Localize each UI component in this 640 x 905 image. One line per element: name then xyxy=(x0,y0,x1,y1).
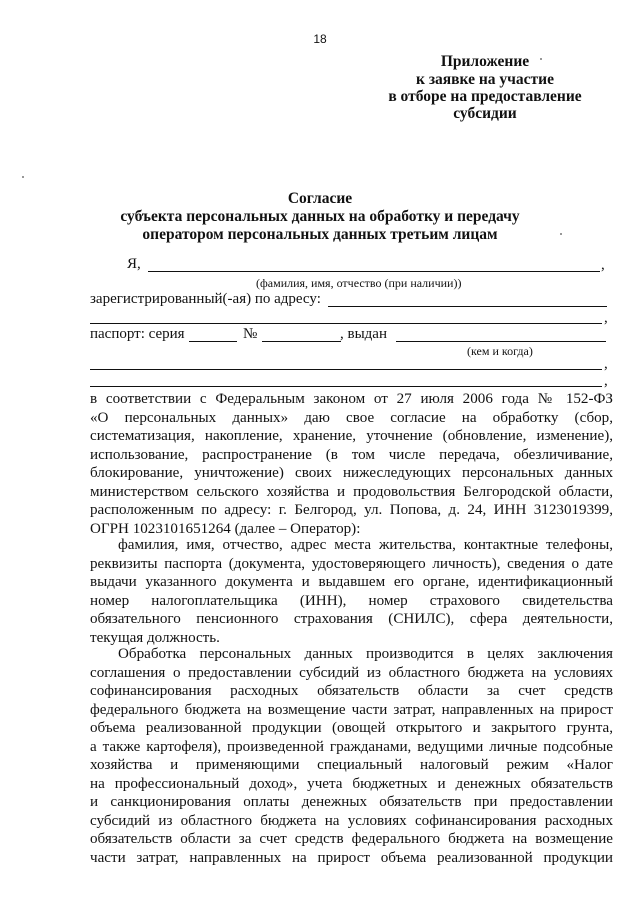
purpose-line: обязательств области за счет средств федерального бюджета на возмещение xyxy=(90,831,613,847)
data-list-line: реквизиты паспорта (документа, удостоверяющего личность), сведения о дате xyxy=(90,555,613,572)
issued-field-line-3[interactable] xyxy=(90,386,602,387)
purpose-line: части затрат, направленных на прирост объема реализованной продукции xyxy=(90,849,613,866)
issued-comma-2: , xyxy=(604,373,608,389)
fio-hint: (фамилия, имя, отчество (при наличии)) xyxy=(256,276,462,290)
page-number: 18 xyxy=(313,32,327,46)
consent-line: в соответствии с Федеральным законом от 27 июля 2006 года № 152-ФЗ xyxy=(90,391,613,407)
consent-line: блокирование, уничтожение) своих нижеследующих персональных данных xyxy=(90,465,613,481)
purpose-line: соглашения о предоставлении субсидий из областного бюджета на условиях xyxy=(90,664,613,681)
consent-line: министерством сельского хозяйства и продовольствия Белгородской области, xyxy=(90,483,613,500)
appendix-line-1: Приложение xyxy=(440,53,530,70)
consent-line: систематизация, накопление, хранение, уточнение (обновление, изменение), xyxy=(90,428,613,444)
purpose-paragraph xyxy=(90,645,613,867)
purpose-line: а также картофеля), произведенной гражданами, ведущими личные подсобные xyxy=(90,738,613,755)
scan-speck xyxy=(22,176,24,178)
data-list-line: обязательного пенсионного страхования (СНИЛС), сфера деятельности, xyxy=(90,611,613,627)
title-line-3: оператором персональных данных третьим лицам xyxy=(142,226,498,243)
purpose-line: Обработка персональных данных производится в целях заключения xyxy=(118,646,613,662)
address-field[interactable] xyxy=(328,306,607,307)
appendix-line-4: субсидии xyxy=(453,105,517,122)
purpose-line: хозяйства и применяющими специальный налоговый режим «Налог xyxy=(90,757,613,773)
purpose-line: и санкционирования оплаты денежных обязательств при предоставлении xyxy=(90,794,613,810)
title-line-1: Согласие xyxy=(287,190,353,207)
passport-series-field[interactable] xyxy=(189,341,237,342)
data-list-line: номер налогоплательщика (ИНН), номер страхового свидетельства xyxy=(90,592,613,609)
fio-field[interactable] xyxy=(148,271,600,272)
address-label: зарегистрированный(-ая) по адресу: xyxy=(90,291,321,307)
i-label: Я, xyxy=(127,256,141,272)
issued-comma-1: , xyxy=(604,356,608,372)
fio-comma: , xyxy=(601,257,605,273)
purpose-line: на профессиональный доход», учета бюджетных и денежных обязательств xyxy=(90,775,613,792)
passport-number-label: № xyxy=(243,326,258,342)
appendix-line-3: в отборе на предоставление xyxy=(388,88,582,105)
issued-hint: (кем и когда) xyxy=(467,344,533,358)
consent-line: расположенным по адресу: г. Белгород, ул. Попова, д. 24, ИНН 3123019399, xyxy=(90,502,613,518)
data-list-line: текущая должность. xyxy=(90,629,220,646)
data-list-line: выдачи указанного документа и выдавшем его органе, идентификационный xyxy=(90,574,613,590)
scan-speck xyxy=(540,58,542,60)
issued-label: , выдан xyxy=(340,326,387,342)
personal-data-list xyxy=(90,536,613,647)
appendix-line-2: к заявке на участие xyxy=(416,71,554,88)
address-comma: , xyxy=(604,310,608,326)
scan-speck xyxy=(560,233,562,235)
purpose-line: федерального бюджета на возмещение части затрат, направленных на прирост xyxy=(90,701,613,718)
data-list-line: фамилия, имя, отчество, адрес места жительства, контактные телефоны, xyxy=(118,537,613,553)
consent-line: использование, распространение (в том числе передача, обезличивание, xyxy=(90,446,613,463)
issued-field-line-2[interactable] xyxy=(90,369,602,370)
title-line-2: субъекта персональных данных на обработку и передачу xyxy=(120,208,520,225)
issued-field[interactable] xyxy=(396,341,606,342)
passport-number-field[interactable] xyxy=(262,341,341,342)
purpose-line: софинансирования расходных обязательств области за счет средств xyxy=(90,683,613,699)
passport-series-label: паспорт: серия xyxy=(90,326,185,342)
purpose-line: объема реализованной продукции (овощей открытого и закрытого грунта, xyxy=(90,720,613,736)
consent-line: «О персональных данных» даю свое согласие на обработку (сбор, xyxy=(90,409,613,426)
address-field-continued[interactable] xyxy=(90,323,602,324)
consent-line: ОГРН 1023101651264 (далее – Оператор): xyxy=(90,520,361,537)
consent-paragraph xyxy=(90,390,613,538)
purpose-line: субсидий из областного бюджета на условиях софинансирования расходных xyxy=(90,812,613,829)
